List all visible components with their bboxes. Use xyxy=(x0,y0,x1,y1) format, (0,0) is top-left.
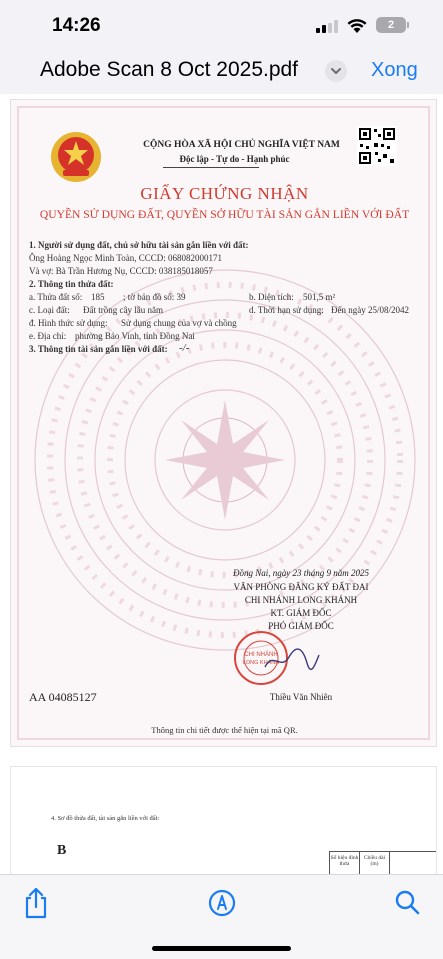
certificate-title: GIẤY CHỨNG NHẬN xyxy=(140,184,309,203)
battery-icon: 2 xyxy=(376,17,406,33)
parcel-number: 185 xyxy=(91,292,105,302)
certificate-page xyxy=(10,99,437,747)
spouse-line: Và vợ: Bà Trần Hương Nụ, CCCD: 038185018057 xyxy=(29,266,213,276)
office-line2: CHI NHÁNH LONG KHÁNH xyxy=(244,595,358,605)
section1-heading: 1. Người sử dụng đất, chủ sở hữu tài sản gắn liền với đất: xyxy=(29,240,249,250)
page2-heading: 4. Sơ đồ thửa đất, tài sản gắn liền với đất: xyxy=(51,815,160,822)
usage-form-label: đ. Hình thức sử dụng: xyxy=(29,318,108,328)
land-type-label: c. Loại đất: xyxy=(29,305,70,315)
cellular-signal-icon xyxy=(316,20,338,33)
signer-name: Thiều Văn Nhiên xyxy=(269,692,333,702)
home-indicator[interactable] xyxy=(152,946,291,951)
issue-date xyxy=(221,568,381,578)
second-page-preview xyxy=(10,766,437,874)
done-button[interactable]: Xong xyxy=(371,59,418,81)
header-country: CỘNG HÒA XÃ HỘI CHỦ NGHĨA VIỆT NAM xyxy=(143,140,340,150)
document-viewer[interactable] xyxy=(0,94,443,874)
seal-text-1: CHI NHÁNH xyxy=(244,652,278,658)
section3-heading: 3. Thông tin tài sản gắn liền với đất: xyxy=(29,344,168,354)
bottom-toolbar xyxy=(0,874,443,959)
address-value: phường Bảo Vinh, tỉnh Đồng Nai xyxy=(75,331,195,341)
seal-text-2: LONG KHÁNH xyxy=(242,660,280,666)
document-title[interactable]: Adobe Scan 8 Oct 2025.pdf xyxy=(40,58,299,81)
date-month: 9 xyxy=(326,568,331,578)
director-line2: PHÓ GIÁM ĐỐC xyxy=(268,621,334,631)
motto-underline xyxy=(163,167,259,168)
header-motto: Độc lập - Tự do - Hạnh phúc xyxy=(179,154,290,164)
parcel-number-label: a. Thửa đất số: xyxy=(29,292,83,302)
map-sheet: ; tờ bản đồ số: 39 xyxy=(123,292,186,302)
qr-note: Thông tin chi tiết được thể hiện tại mã QR. xyxy=(151,725,298,735)
address-label: e. Địa chỉ: xyxy=(29,331,67,341)
markup-icon xyxy=(204,885,240,921)
office-line1: VĂN PHÒNG ĐĂNG KÝ ĐẤT ĐAI xyxy=(233,582,369,592)
date-prefix: Đồng Nai, ngày xyxy=(232,568,291,578)
navigation-bar xyxy=(0,50,443,94)
serial-number: AA 04085127 xyxy=(29,690,97,704)
status-time: 14:26 xyxy=(52,15,101,36)
section3-value: -/- xyxy=(179,342,190,354)
signature-mark xyxy=(261,645,321,675)
table-col-length: Chiều dài (m) xyxy=(360,852,390,874)
status-bar xyxy=(0,0,443,50)
term-value: Đến ngày 25/08/2042 xyxy=(331,305,409,315)
share-icon xyxy=(18,885,54,921)
area-value: 501,5 m² xyxy=(303,292,336,302)
usage-form-value: Sử dụng chung của vợ và chồng xyxy=(121,318,237,328)
certificate-subtitle: QUYỀN SỬ DỤNG ĐẤT, QUYỀN SỞ HỮU TÀI SẢN GẮN LIỀN VỚI ĐẤT xyxy=(39,208,410,221)
date-day: 23 xyxy=(292,568,302,578)
area-label: b. Diện tích: xyxy=(249,292,294,302)
director-line1: KT. GIÁM ĐỐC xyxy=(270,608,332,618)
date-month-label: tháng xyxy=(303,568,325,578)
page2-table xyxy=(329,851,437,874)
wifi-icon xyxy=(346,16,368,34)
title-menu-button[interactable] xyxy=(325,60,347,82)
owner-line: Ông Hoàng Ngọc Minh Toàn, CCCD: 068082000171 xyxy=(29,253,222,263)
table-col-vertex: Số hiệu đỉnh thửa xyxy=(330,852,360,874)
battery-tip xyxy=(407,22,409,28)
section2-heading: 2. Thông tin thửa đất: xyxy=(29,279,114,289)
share-button[interactable] xyxy=(18,885,54,921)
search-button[interactable] xyxy=(390,885,426,921)
chevron-down-icon xyxy=(325,60,347,82)
markup-button[interactable] xyxy=(204,885,240,921)
term-label: d. Thời hạn sử dụng: xyxy=(249,305,324,315)
date-year: năm 2025 xyxy=(333,568,369,578)
north-arrow-icon: B xyxy=(57,843,67,858)
search-icon xyxy=(390,885,426,921)
land-type-value: Đất trồng cây lâu năm xyxy=(83,305,163,315)
